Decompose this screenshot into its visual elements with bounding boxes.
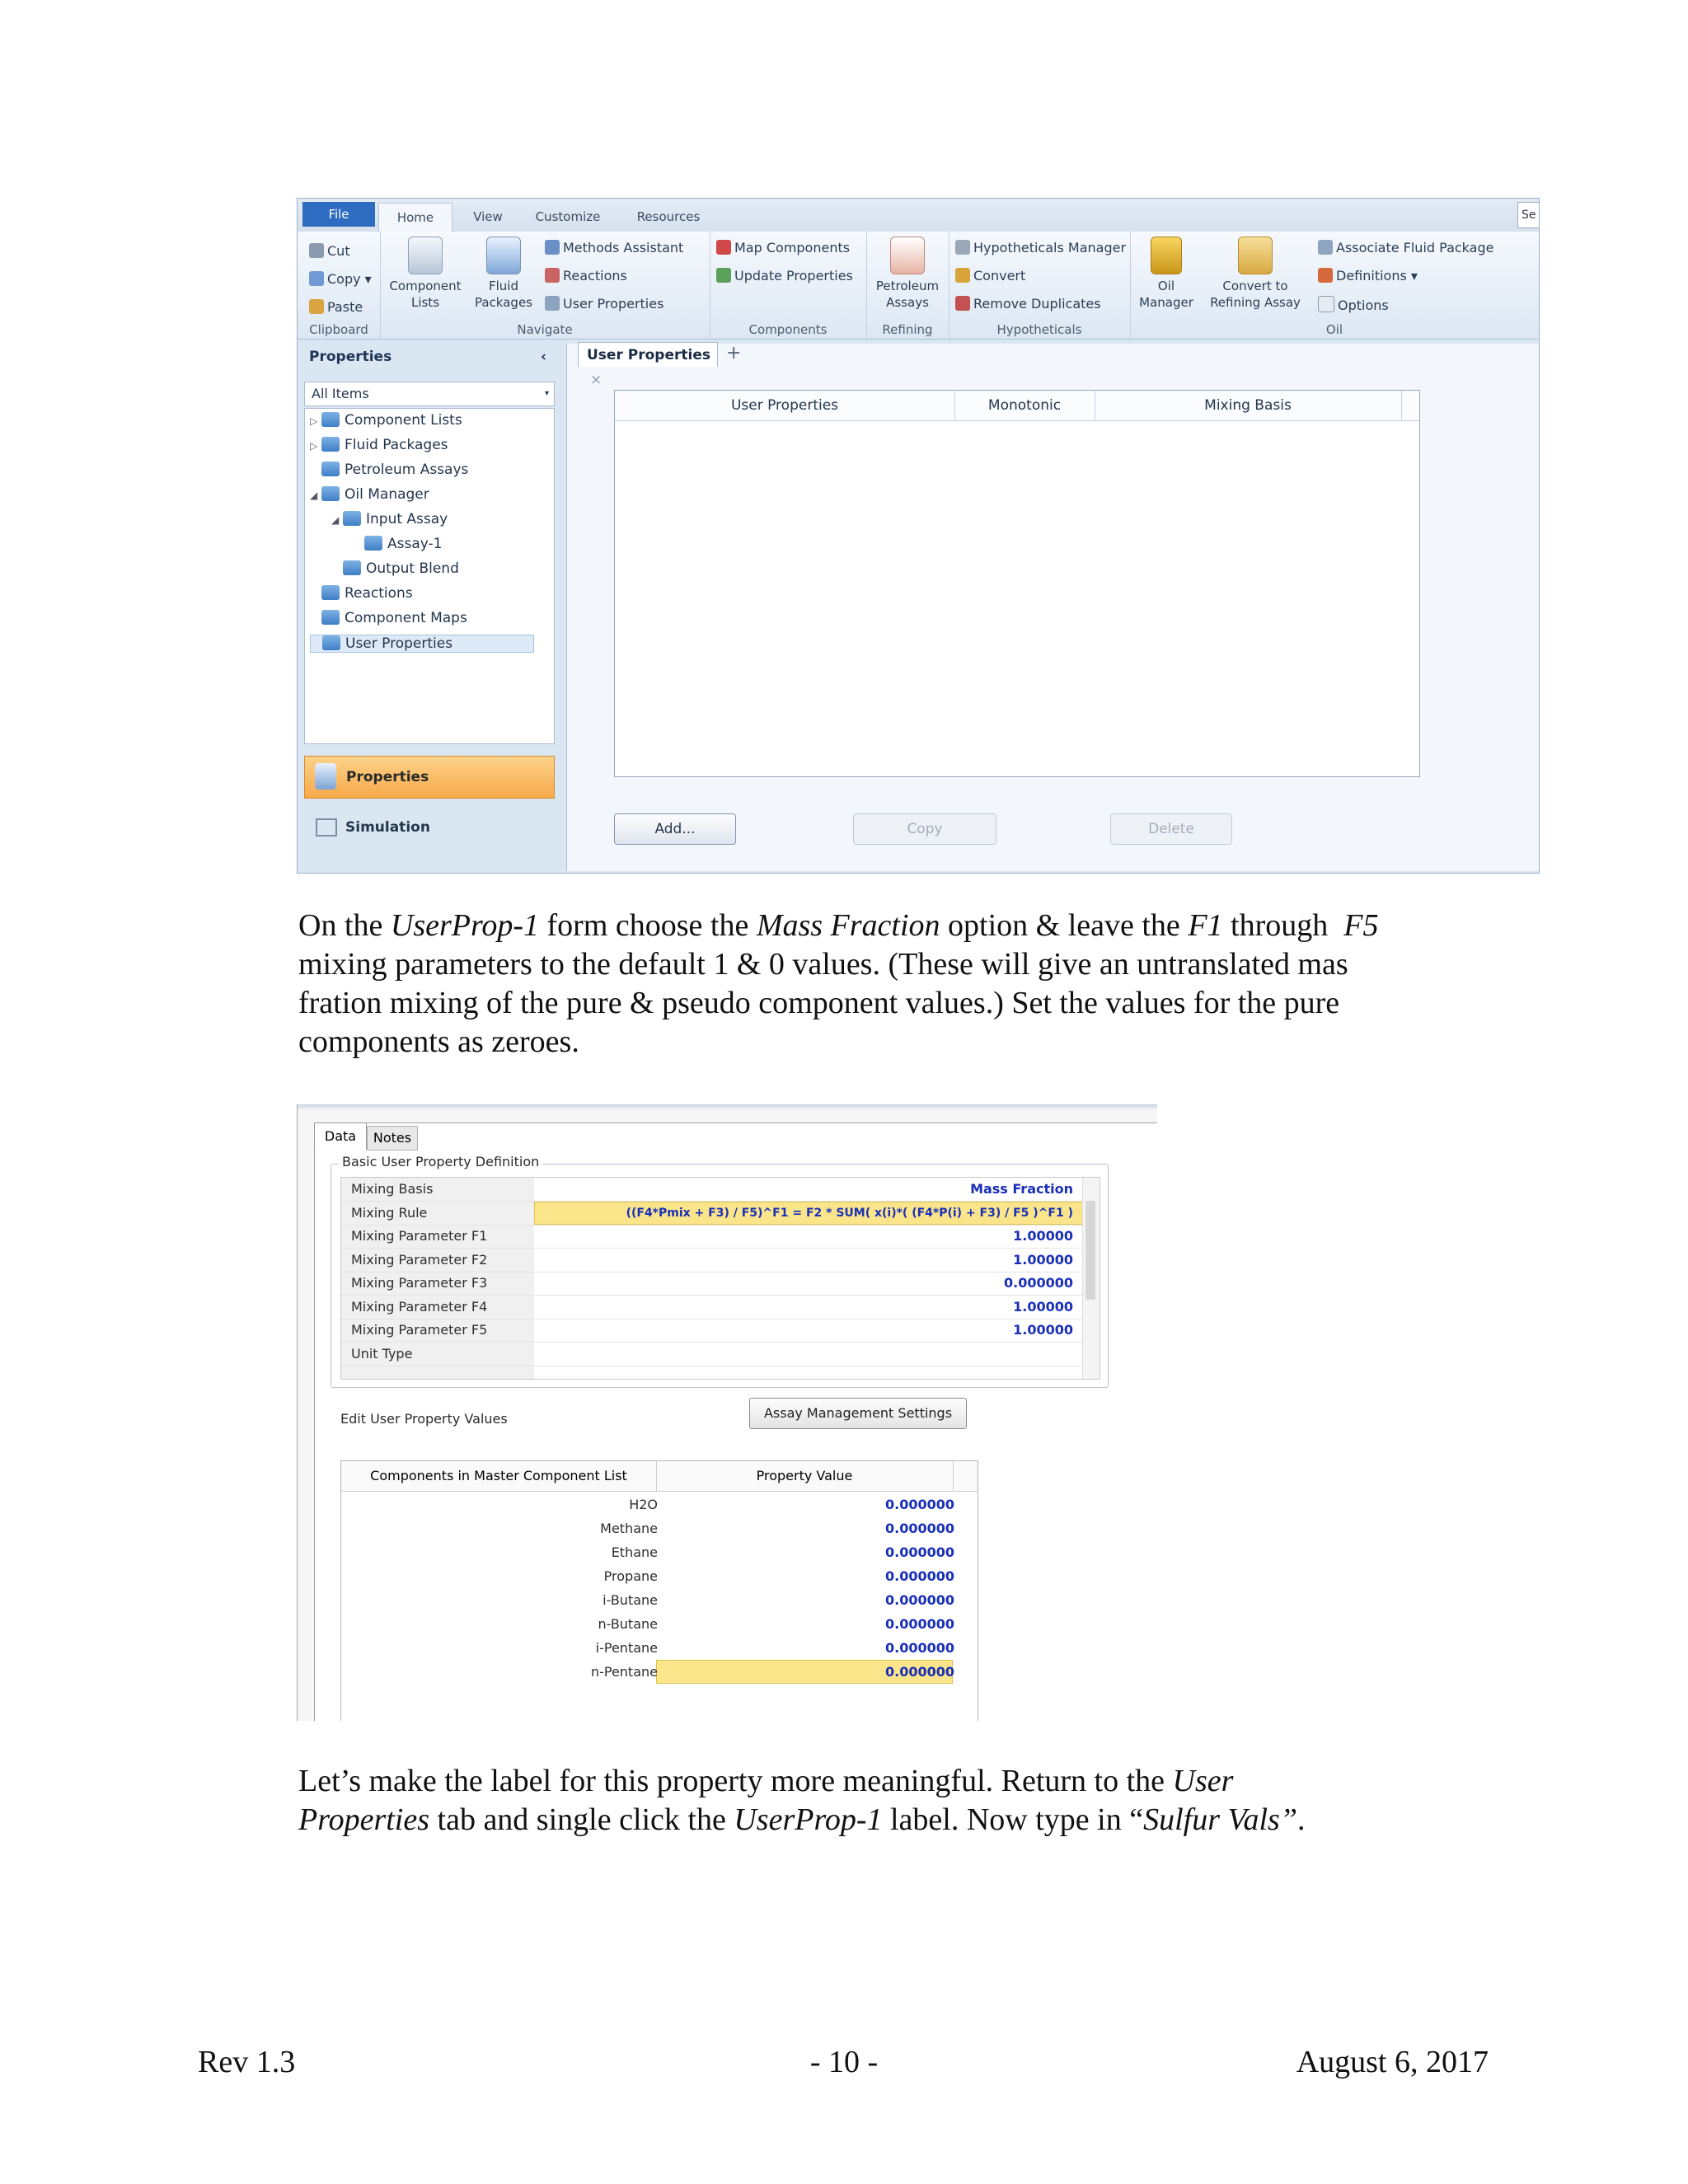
flowsheet-icon [316, 818, 337, 837]
methods-assistant-label: Methods Assistant [563, 240, 684, 255]
collapse-icon[interactable]: ‹ [540, 349, 546, 365]
text-run: label. Now type in “ [882, 1802, 1144, 1837]
tree-item[interactable] [353, 536, 442, 552]
definition-row[interactable] [341, 1225, 1100, 1249]
group-title: Basic User Property Definition [339, 1154, 542, 1169]
tab-view[interactable]: View [473, 209, 503, 224]
hypotheticals-manager-icon [955, 240, 970, 255]
text-line: fration mixing of the pure & pseudo component values.) Set the values for the pure [298, 986, 1340, 1020]
associate-icon [1318, 240, 1333, 255]
hypotheticals-manager-button[interactable] [955, 240, 1126, 255]
tree-item-label: Oil Manager [345, 486, 429, 503]
definition-label: Mixing Parameter F3 [351, 1275, 488, 1291]
table-row[interactable] [341, 1516, 978, 1540]
tree-item-label: Petroleum Assays [345, 462, 469, 478]
component-name: Ethane [611, 1544, 658, 1560]
text-run: . [1296, 1802, 1306, 1837]
map-components-button[interactable] [716, 240, 850, 255]
user-properties-label: User Properties [563, 296, 664, 312]
column-header[interactable]: User Properties [615, 391, 955, 420]
convert-refining-icon [1238, 237, 1273, 274]
footer-date: August 6, 2017 [1296, 2045, 1489, 2079]
convert-refining-label: Convert to Refining Assay [1210, 279, 1301, 310]
convert-button[interactable] [955, 268, 1025, 284]
assay-management-settings-button[interactable]: Assay Management Settings [749, 1398, 967, 1429]
tree-item-label: Component Lists [345, 412, 462, 429]
definition-label: Mixing Parameter F1 [351, 1228, 488, 1244]
definition-value[interactable]: ((F4*Pmix + F3) / F5)^F1 = F2 * SUM( x(i)*( (F4*P(i) + F3) / F5 )^F1 ) [626, 1206, 1073, 1220]
definition-value[interactable]: Mass Fraction [970, 1181, 1073, 1197]
text-run: option & leave the [940, 908, 1189, 943]
copy-button[interactable]: Copy ▾ [309, 271, 372, 287]
copy-icon [309, 271, 324, 286]
navigate-group [380, 232, 710, 339]
component-lists-button[interactable] [388, 237, 462, 311]
text-run: F1 [1188, 908, 1223, 943]
close-icon[interactable]: × [590, 372, 603, 388]
folder-icon [321, 610, 340, 625]
component-name: i-Pentane [595, 1640, 658, 1656]
folder-icon [321, 437, 340, 452]
reactions-label: Reactions [563, 268, 627, 284]
group-label: Hypotheticals [996, 322, 1082, 337]
hypotheticals-group [949, 232, 1131, 339]
components-header [341, 1461, 978, 1492]
tree-item-label: Reactions [345, 585, 413, 602]
tree-item[interactable] [331, 560, 459, 577]
expand-arrow-icon[interactable]: ◢ [310, 490, 318, 501]
text-run: form choose the [539, 908, 757, 943]
paste-label: Paste [327, 299, 363, 315]
tree-item-label: Component Maps [345, 610, 467, 626]
component-name: Propane [603, 1568, 658, 1584]
text-run: On the [298, 908, 391, 943]
property-value[interactable]: 0.000000 [884, 1664, 954, 1680]
property-value[interactable]: 0.000000 [884, 1640, 954, 1656]
oil-group [1130, 232, 1539, 339]
tree-item[interactable] [310, 610, 467, 626]
text-line [298, 907, 1510, 945]
component-name: n-Pentane [590, 1664, 658, 1680]
components-group [710, 232, 867, 339]
table-row[interactable] [341, 1636, 978, 1660]
window-edge [298, 1104, 1157, 1109]
cut-label: Cut [327, 243, 350, 259]
nav-simulation-button[interactable] [304, 807, 555, 848]
definition-grid [340, 1177, 1100, 1380]
property-value[interactable]: 0.000000 [884, 1592, 954, 1608]
update-properties-button[interactable] [716, 268, 853, 284]
definition-value[interactable]: 0.000000 [1003, 1275, 1073, 1291]
definition-label: Mixing Basis [351, 1181, 434, 1197]
methods-assistant-button[interactable] [545, 240, 683, 255]
property-value[interactable]: 0.000000 [884, 1497, 954, 1512]
properties-pane-header [302, 344, 555, 370]
tab-resources[interactable]: Resources [636, 209, 701, 224]
definition-row[interactable] [341, 1319, 1100, 1343]
folder-icon [321, 462, 340, 476]
definition-label: Mixing Parameter F2 [351, 1251, 488, 1268]
flask-icon [486, 237, 521, 274]
methods-assistant-icon [545, 240, 560, 255]
component-lists-label: Component Lists [389, 279, 462, 310]
column-header[interactable]: Property Value [656, 1461, 954, 1491]
property-value[interactable]: 0.000000 [884, 1568, 954, 1584]
paste-icon [309, 299, 324, 314]
definitions-button[interactable]: Definitions ▾ [1318, 268, 1418, 284]
remove-duplicates-icon [955, 296, 970, 311]
user-properties-table [614, 390, 1420, 777]
definition-label: Mixing Rule [351, 1204, 428, 1221]
table-row[interactable] [341, 1564, 978, 1588]
text-run: F5 [1343, 908, 1379, 943]
definition-value[interactable]: 1.00000 [1013, 1251, 1073, 1268]
ribbon [298, 232, 1540, 340]
instruction-paragraph-2 [298, 1762, 1510, 1840]
definition-row[interactable] [341, 1296, 1100, 1319]
definition-label: Mixing Parameter F4 [351, 1298, 488, 1315]
definition-row[interactable] [341, 1202, 1100, 1226]
paste-button[interactable] [309, 299, 363, 315]
folder-icon [343, 560, 361, 575]
text-run: UserProp-1 [734, 1802, 883, 1837]
tab-customize[interactable]: Customize [535, 209, 601, 224]
user-properties-button[interactable] [545, 296, 663, 312]
oil-manager-button[interactable] [1133, 237, 1199, 311]
property-value[interactable]: 0.000000 [884, 1544, 954, 1560]
expand-arrow-icon[interactable]: ▷ [310, 415, 318, 427]
clipboard-group [298, 232, 381, 339]
group-label: Clipboard [309, 322, 368, 337]
table-row[interactable] [341, 1493, 978, 1516]
search-box[interactable]: Se [1517, 202, 1540, 228]
convert-label: Convert [973, 268, 1026, 284]
column-header[interactable]: Mixing Basis [1095, 391, 1402, 420]
fluid-packages-button[interactable] [471, 237, 537, 311]
text-line [298, 1762, 1510, 1801]
options-button[interactable] [1318, 296, 1389, 313]
convert-refining-assay-button[interactable] [1206, 237, 1305, 311]
cut-button[interactable] [309, 243, 350, 259]
text-line: mixing parameters to the default 1 & 0 values. (These will give an untranslated mas [298, 947, 1348, 982]
folder-icon [321, 585, 340, 600]
options-label: Options [1338, 298, 1389, 313]
group-label: Navigate [517, 322, 573, 337]
tree-item[interactable] [310, 635, 534, 653]
convert-icon [955, 268, 970, 283]
reactions-icon [545, 268, 560, 283]
remove-duplicates-button[interactable] [955, 296, 1101, 312]
component-name: H2O [629, 1497, 658, 1512]
table-row[interactable] [341, 1540, 978, 1564]
tab-notes[interactable]: Notes [367, 1126, 418, 1151]
screenshot-user-properties [297, 198, 1540, 874]
text-run: UserProp-1 [390, 908, 540, 943]
tree-item-label: Input Assay [366, 511, 448, 527]
definition-row[interactable] [341, 1249, 1100, 1272]
copy-button[interactable]: Copy [853, 813, 996, 845]
edit-values-label: Edit User Property Values [340, 1411, 508, 1427]
property-value[interactable]: 0.000000 [884, 1616, 954, 1632]
nav-properties-button[interactable] [304, 756, 555, 799]
add-button[interactable]: Add... [614, 813, 736, 845]
tree-item-label: Output Blend [366, 560, 459, 577]
folder-icon [321, 412, 340, 427]
nav-properties-label: Properties [346, 769, 429, 785]
definitions-icon [1318, 268, 1333, 283]
tree-item[interactable] [310, 585, 413, 602]
update-properties-label: Update Properties [734, 268, 853, 284]
column-header[interactable]: Components in Master Component List [341, 1461, 657, 1491]
petroleum-assays-label: Petroleum Assays [875, 279, 940, 310]
filter-value: All Items [312, 386, 369, 401]
flask-icon [315, 763, 336, 790]
doc-tab-user-properties[interactable] [578, 342, 718, 388]
definition-value[interactable]: 1.00000 [1013, 1322, 1073, 1338]
definition-label: Mixing Parameter F5 [351, 1322, 488, 1338]
tree-item[interactable] [310, 412, 462, 429]
tab-home[interactable]: Home [378, 203, 452, 232]
tree-item[interactable] [310, 462, 468, 478]
text-run: Sulfur Vals” [1143, 1802, 1297, 1837]
copy-label: Copy [327, 271, 361, 287]
delete-button[interactable]: Delete [1110, 813, 1232, 845]
footer-revision: Rev 1.3 [198, 2045, 296, 2079]
dropdown-arrow-icon: ▾ [544, 389, 549, 398]
component-name: n-Butane [598, 1616, 658, 1632]
text-run: Properties [298, 1802, 430, 1837]
oil-barrel-icon [1151, 237, 1182, 274]
folder-icon [321, 486, 340, 501]
tree-item[interactable] [310, 486, 429, 503]
hypotheticals-manager-label: Hypotheticals Manager [973, 240, 1127, 255]
table-header [615, 391, 1419, 421]
table-row[interactable] [341, 1660, 978, 1684]
table-row[interactable] [341, 1612, 978, 1636]
group-label: Oil [1325, 322, 1343, 337]
text-line [298, 1801, 1510, 1840]
definition-value[interactable]: 1.00000 [1013, 1228, 1073, 1244]
reactions-button[interactable] [545, 268, 627, 284]
folder-icon [343, 511, 361, 526]
tree-item[interactable] [331, 511, 448, 527]
tab-file[interactable]: File [302, 202, 375, 227]
refining-group [866, 232, 950, 339]
chart-icon [890, 237, 925, 274]
instruction-paragraph-1 [298, 907, 1510, 1062]
doc-tab-label: User Properties [587, 347, 710, 363]
definition-label: Unit Type [351, 1345, 413, 1361]
footer-page-number: - 10 - [809, 2045, 879, 2079]
text-run: Mass Fraction [756, 908, 940, 943]
component-name: Methane [600, 1521, 658, 1536]
property-value[interactable]: 0.000000 [884, 1521, 954, 1536]
component-lists-icon [408, 237, 443, 274]
remove-duplicates-label: Remove Duplicates [973, 296, 1101, 312]
definition-value[interactable]: 1.00000 [1013, 1298, 1073, 1315]
options-icon [1318, 296, 1334, 312]
table-row[interactable] [341, 1588, 978, 1612]
screenshot-userprop-form [297, 1104, 1157, 1721]
update-properties-icon [716, 268, 731, 283]
petroleum-assays-button[interactable] [870, 237, 945, 311]
tree-item[interactable] [310, 437, 448, 453]
associate-label: Associate Fluid Package [1336, 240, 1494, 255]
user-properties-icon [545, 296, 560, 311]
group-label: Refining [882, 322, 933, 337]
expand-arrow-icon[interactable]: ▷ [310, 440, 318, 452]
definition-row[interactable] [341, 1178, 1100, 1202]
tree-item-label: Fluid Packages [345, 437, 448, 453]
tree-item-label: User Properties [345, 635, 453, 652]
associate-fluid-package-button[interactable] [1318, 240, 1493, 255]
scrollbar-thumb[interactable] [1085, 1201, 1095, 1300]
text-run: Let’s make the label for this property more meaningful. Return to the [298, 1764, 1173, 1798]
component-name: i-Butane [603, 1592, 658, 1608]
expand-arrow-icon[interactable]: ◢ [331, 514, 340, 526]
map-components-icon [716, 240, 731, 255]
definition-row[interactable] [341, 1343, 1100, 1366]
group-label: Components [748, 322, 828, 337]
oil-manager-label: Oil Manager [1139, 279, 1193, 310]
text-run: tab and single click the [429, 1802, 734, 1837]
navigation-tree [304, 408, 555, 744]
column-header[interactable]: Monotonic [954, 391, 1095, 420]
filter-select[interactable] [304, 382, 555, 406]
new-tab-icon[interactable]: + [726, 343, 742, 363]
nav-simulation-label: Simulation [345, 819, 430, 836]
definition-row[interactable] [341, 1272, 1100, 1296]
text-run: through [1222, 908, 1344, 943]
map-components-label: Map Components [734, 240, 851, 255]
folder-icon [364, 536, 382, 551]
fluid-packages-label: Fluid Packages [475, 279, 532, 310]
scrollbar[interactable] [1082, 1178, 1100, 1379]
text-line: components as zeroes. [298, 1024, 579, 1059]
text-run: User [1172, 1764, 1234, 1798]
tab-data[interactable]: Data [314, 1122, 367, 1150]
components-table [340, 1460, 978, 1721]
properties-pane-title: Properties [309, 349, 392, 365]
tree-item-label: Assay-1 [387, 536, 443, 552]
ribbon-tab-bar [298, 199, 1540, 232]
folder-icon [322, 635, 340, 650]
definitions-label: Definitions [1336, 268, 1407, 284]
scissors-icon [309, 243, 324, 258]
